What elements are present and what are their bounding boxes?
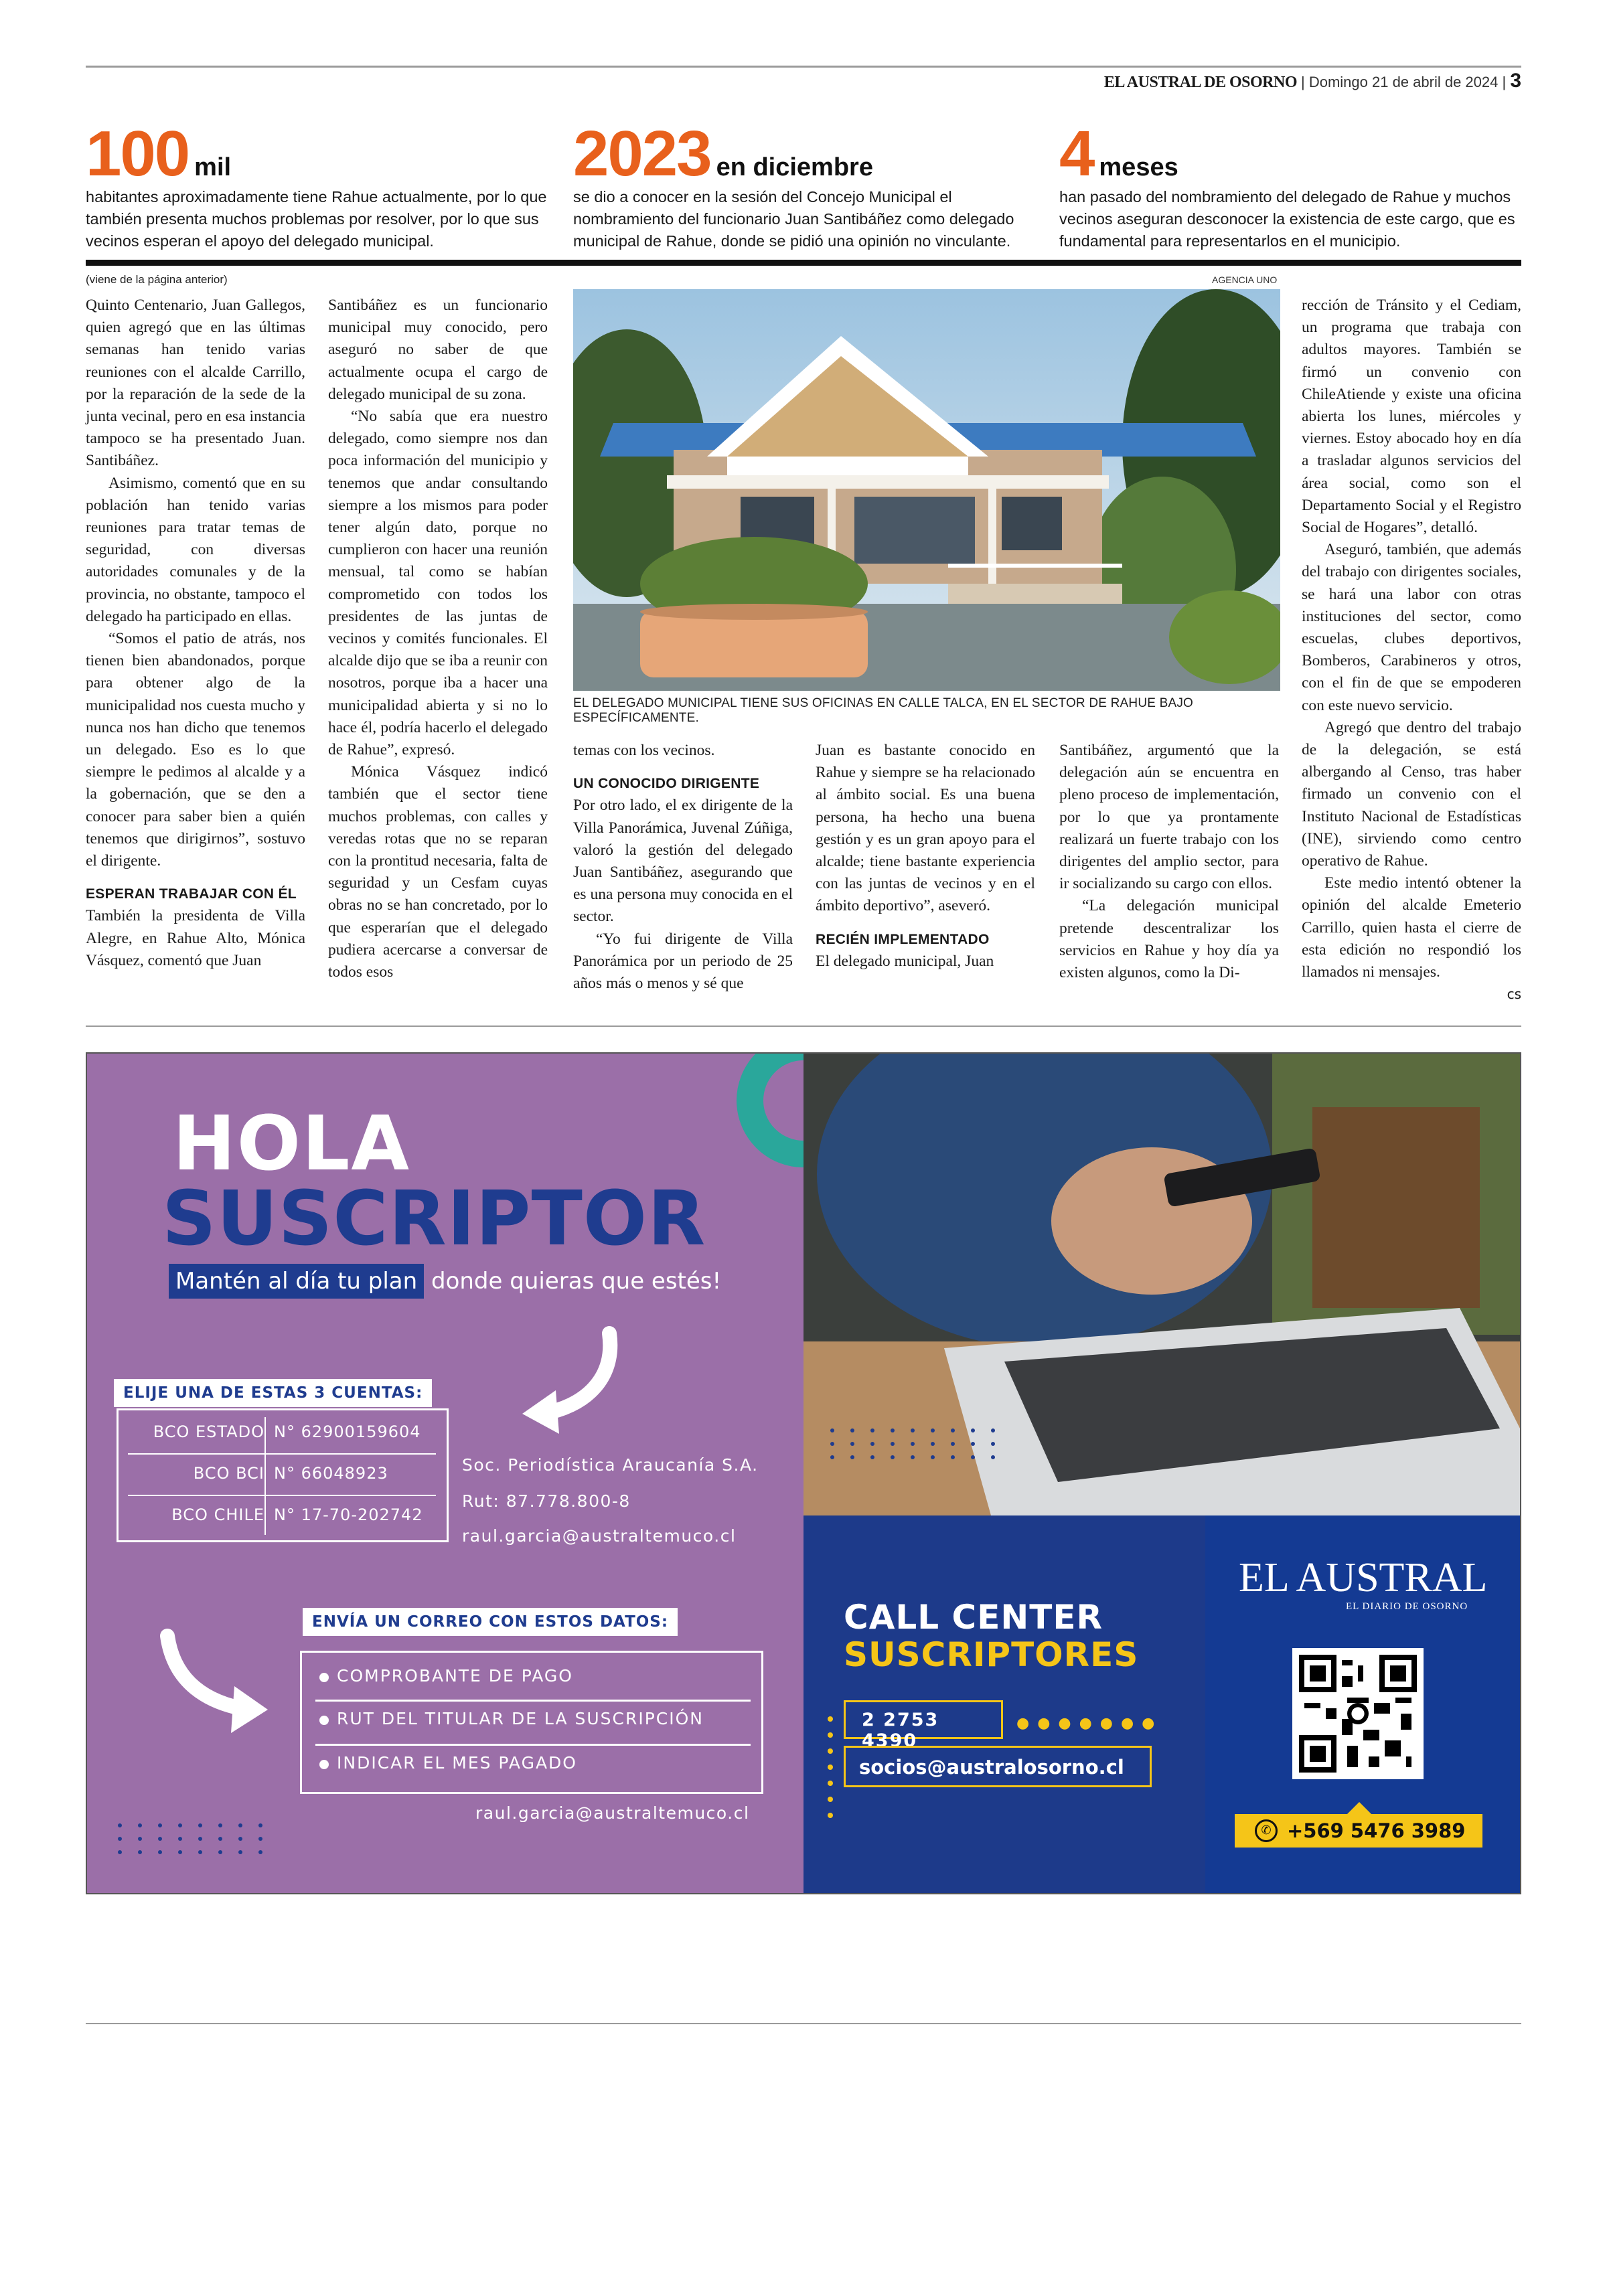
required-item: INDICAR EL MES PAGADO — [337, 1753, 577, 1773]
stat-unit: en diciembre — [716, 153, 873, 181]
paragraph: Santibáñez es un funcionario municipal muy conocido, pero aseguró no saber de que actualmente ocupa el cargo de delegado municipal de su zona. — [328, 297, 548, 403]
subscriber-advertisement — [86, 1052, 1521, 1894]
whatsapp-number[interactable] — [1235, 1814, 1482, 1848]
delegation-office-photo — [573, 289, 1280, 691]
stat-unit: mil — [194, 153, 232, 181]
stat-number: 2023 — [573, 118, 711, 189]
socios-email: socios@australosorno.cl — [844, 1746, 1152, 1787]
stat-number: 4 — [1059, 118, 1094, 189]
stats-divider — [86, 260, 1521, 266]
account-row — [119, 1496, 447, 1536]
article-bottom-rule — [86, 1026, 1521, 1027]
newspaper-name: EL AUSTRAL DE OSORNO — [1103, 74, 1297, 91]
account-row — [119, 1455, 447, 1495]
bank-name: BCO CHILE — [171, 1505, 264, 1524]
paragraph: Este medio intentó obtener la opinión del alcalde Emeterio Carrillo, quien hasta el cierre de esta edición no respondió los llamados ni mensajes. — [1302, 874, 1521, 981]
hola-heading: HOLA — [173, 1100, 410, 1187]
bank-name: BCO BCI — [193, 1464, 264, 1483]
dot-pattern-decoration — [118, 1823, 262, 1854]
bank-name: BCO ESTADO — [153, 1422, 264, 1441]
stat-block-3 — [1059, 118, 1528, 252]
stat-description: se dio a conocer en la sesión del Concejo Municipal el nombramiento del funcionario Juan Santibáñez como delegado municipal de Rahue, donde se pidió una opinión no vinculante. — [573, 188, 1014, 250]
house-illustration — [573, 289, 1280, 691]
continuation-kicker: (viene de la página anterior) — [86, 273, 228, 286]
stat-number: 100 — [86, 118, 189, 189]
issue-date: Domingo 21 de abril de 2024 — [1308, 74, 1499, 90]
subheading: UN CONOCIDO DIRIGENTE — [573, 776, 760, 792]
send-email-label: ENVÍA UN CORREO CON ESTOS DATOS: — [303, 1608, 678, 1636]
stat-block-2 — [573, 118, 1042, 252]
qr-code-icon[interactable] — [1292, 1648, 1424, 1779]
article-column-3 — [573, 740, 793, 995]
account-number: N° 62900159604 — [274, 1422, 421, 1441]
page-header: EL AUSTRAL DE OSORNO | Domingo 21 de abril de 2024 | 3 — [1103, 70, 1521, 92]
paragraph: Mónica Vásquez indicó también que el sector tiene muchos problemas, con calles y veredas rotas que no se reparan con la prontitud necesaria, falta de seguridad y un Cesfam cuyas obras no se han concretado, por lo que esperarían que el delegado pudiera acercarse a conversar de todos esos — [328, 763, 548, 981]
article-column-5 — [1059, 740, 1279, 984]
paragraph: Juan es bastante conocido en Rahue y siempre se ha relacionado al ámbito social. Es una buena persona, ha hecho una buena gestión y es un gran apoyo para el alcalde; tiene bastante experiencia con las juntas de vecinos y en el ámbito deportivo”, aseveró. — [816, 742, 1035, 915]
call-center-panel — [804, 1515, 1205, 1893]
article-column-1 — [86, 295, 305, 972]
call-center-phone: 2 2753 4390 — [844, 1700, 1003, 1739]
subheading: RECIÉN IMPLEMENTADO — [816, 931, 990, 947]
end-mark: cs — [1507, 986, 1521, 1003]
whatsapp-number-text: +569 5476 3989 — [1287, 1819, 1466, 1842]
account-row — [119, 1413, 447, 1453]
paragraph: Agregó que dentro del trabajo de la delegación, se está albergando al Censo, tras haber firmado un convenio con el Instituto Nacional de Estadísticas (INE), sirviendo como centro operativo de Rahue. — [1302, 718, 1521, 870]
page-bottom-rule — [86, 2023, 1521, 2024]
brand-logo: EL AUSTRAL — [1239, 1555, 1488, 1601]
smartphone-photo — [804, 1054, 1520, 1515]
whatsapp-icon: ✆ — [1255, 1819, 1278, 1842]
article-column-4 — [816, 740, 1035, 973]
photo-caption: EL DELEGADO MUNICIPAL TIENE SUS OFICINAS EN CALLE TALCA, EN EL SECTOR DE RAHUE BAJO ESPECÍFICAMENTE. — [573, 696, 1194, 725]
contact-email: raul.garcia@australtemuco.cl — [462, 1526, 737, 1546]
required-item: RUT DEL TITULAR DE LA SUSCRIPCIÓN — [337, 1709, 704, 1728]
paragraph: temas con los vecinos. — [573, 742, 715, 759]
tagline-rest: donde quieras que estés! — [431, 1268, 722, 1295]
paragraph: También la presidenta de Villa Alegre, en Rahue Alto, Mónica Vásquez, comentó que Juan — [86, 907, 305, 969]
photo-credit: AGENCIA UNO — [1212, 274, 1278, 285]
paragraph: Quinto Centenario, Juan Gallegos, quien agregó que en las últimas semanas han tenido varias reuniones con el alcalde Carrillo, por la reparación de la sede de la junta vecinal, pero en esa instancia tampoco se ha presentado Juan. Santibáñez. — [86, 297, 305, 470]
brand-panel — [1205, 1515, 1520, 1893]
paragraph: Santibáñez, argumentó que la delegación aún se encuentra en pleno proceso de implementación, por lo que ya prontamente realizará un fuerte trabajo con los dirigentes del amplio sector, para ir socializando su cargo con ellos. — [1059, 742, 1279, 893]
paragraph: “No sabía que era nuestro delegado, como siempre nos dan poca información del municipio y tenemos que andar consultando siempre a los mismos para poder tener algún dato, porque no cumplieron con hacer una reunión mensual, tal como se habían comprometido con todos los presidentes de las juntas de vecinos y comités funcionales. El alcalde dijo que se iba a reunir con nosotros, porque iba a hacer una municipalidad abierta y si no lo hace él, podría hacerlo el delegado de Rahue”, expresó. — [328, 408, 548, 759]
pointer-decoration — [1346, 1802, 1373, 1815]
paragraph: “Somos el patio de atrás, nos tienen bien abandonados, porque para obtener algo de la municipalidad nos cuesta mucho y nunca nos han dicho que tenemos un delegado. Eso es lo que siempre le pedimos al alcalde y a la gobernación, que se den a conocer para saber bien a quién tenemos que dirigirnos”, sostuvo el dirigente. — [86, 630, 305, 870]
suscriptor-heading: SUSCRIPTOR — [162, 1175, 706, 1262]
brand-subtitle: EL DIARIO DE OSORNO — [1346, 1601, 1468, 1612]
paragraph: Por otro lado, el ex dirigente de la Villa Panorámica, Juvenal Zúñiga, valoró la gestión del delegado Juan Santibáñez, asegurando que es una persona muy conocida en el sector. — [573, 797, 793, 926]
required-item: COMPROBANTE DE PAGO — [337, 1666, 573, 1686]
bank-accounts-table — [117, 1408, 449, 1542]
arrow-icon — [502, 1320, 636, 1441]
subheading: ESPERAN TRABAJAR CON ÉL — [86, 886, 297, 902]
required-data-list — [300, 1651, 763, 1794]
arrow-icon — [154, 1623, 288, 1743]
page-number: 3 — [1510, 70, 1521, 92]
stat-unit: meses — [1099, 153, 1178, 181]
stat-description: habitantes aproximadamente tiene Rahue actualmente, por lo que también presenta muchos problemas por resolver, por lo que sus vecinos esperan el apoyo del delegado municipal. — [86, 188, 547, 250]
company-rut: Rut: 87.778.800-8 — [462, 1491, 631, 1511]
accounts-label: ELIJE UNA DE ESTAS 3 CUENTAS: — [114, 1379, 432, 1407]
suscriptores-heading: SUSCRIPTORES — [844, 1635, 1139, 1674]
company-name: Soc. Periodística Araucanía S.A. — [462, 1455, 759, 1475]
dot-pattern-decoration — [830, 1428, 995, 1459]
dot-line-decoration: ●●●●●●● — [1016, 1715, 1163, 1732]
tagline-highlight: Mantén al día tu plan — [169, 1264, 424, 1299]
dot-column-decoration — [828, 1716, 833, 1818]
contact-email-2: raul.garcia@australtemuco.cl — [475, 1803, 750, 1823]
account-number: N° 17-70-202742 — [274, 1505, 423, 1524]
article-column-2 — [328, 295, 548, 983]
call-center-heading: CALL CENTER — [844, 1598, 1103, 1637]
article-column-6 — [1302, 295, 1521, 1006]
stat-block-1 — [86, 118, 554, 252]
stat-description: han pasado del nombramiento del delegado de Rahue y muchos vecinos aseguran desconocer la existencia de este cargo, que es fundamental para representarlos en el municipio. — [1059, 188, 1515, 250]
paragraph: “La delegación municipal pretende descentralizar los servicios en Rahue y hoy día ya existen algunos, como la Di- — [1059, 897, 1279, 982]
top-rule — [86, 66, 1521, 68]
paragraph: Aseguró, también, que además del trabajo con dirigentes sociales, se hará una labor con otras instituciones del sector, como escuelas, clubes deportivos, Bomberos, Carabineros y otros, con el fin de que se empoderen con este nuevo servicio. — [1302, 541, 1521, 714]
paragraph: “Yo fui dirigente de Villa Panorámica por un periodo de 25 años más o menos y sé que — [573, 930, 793, 993]
tagline — [169, 1268, 721, 1295]
ad-purple-panel — [87, 1054, 804, 1893]
paragraph: rección de Tránsito y el Cediam, un programa que trabaja con adultos mayores. También se firmó un convenio con ChileAtiende y existe una oficina abierta los lunes, miércoles y viernes. Estoy abocado hoy en día a trasladar algunos servicios del área social, como son el Departamento Social y el Registro Social de Hogares”, detalló. — [1302, 297, 1521, 537]
paragraph: El delegado municipal, Juan — [816, 952, 994, 970]
paragraph: Asimismo, comentó que en su población han tenido varias reuniones para tratar temas de seguridad, con diversas autoridades comunales y de la provincia, no obstante, tampoco el delegado ha participado en ellas. — [86, 474, 305, 625]
account-number: N° 66048923 — [274, 1464, 388, 1483]
